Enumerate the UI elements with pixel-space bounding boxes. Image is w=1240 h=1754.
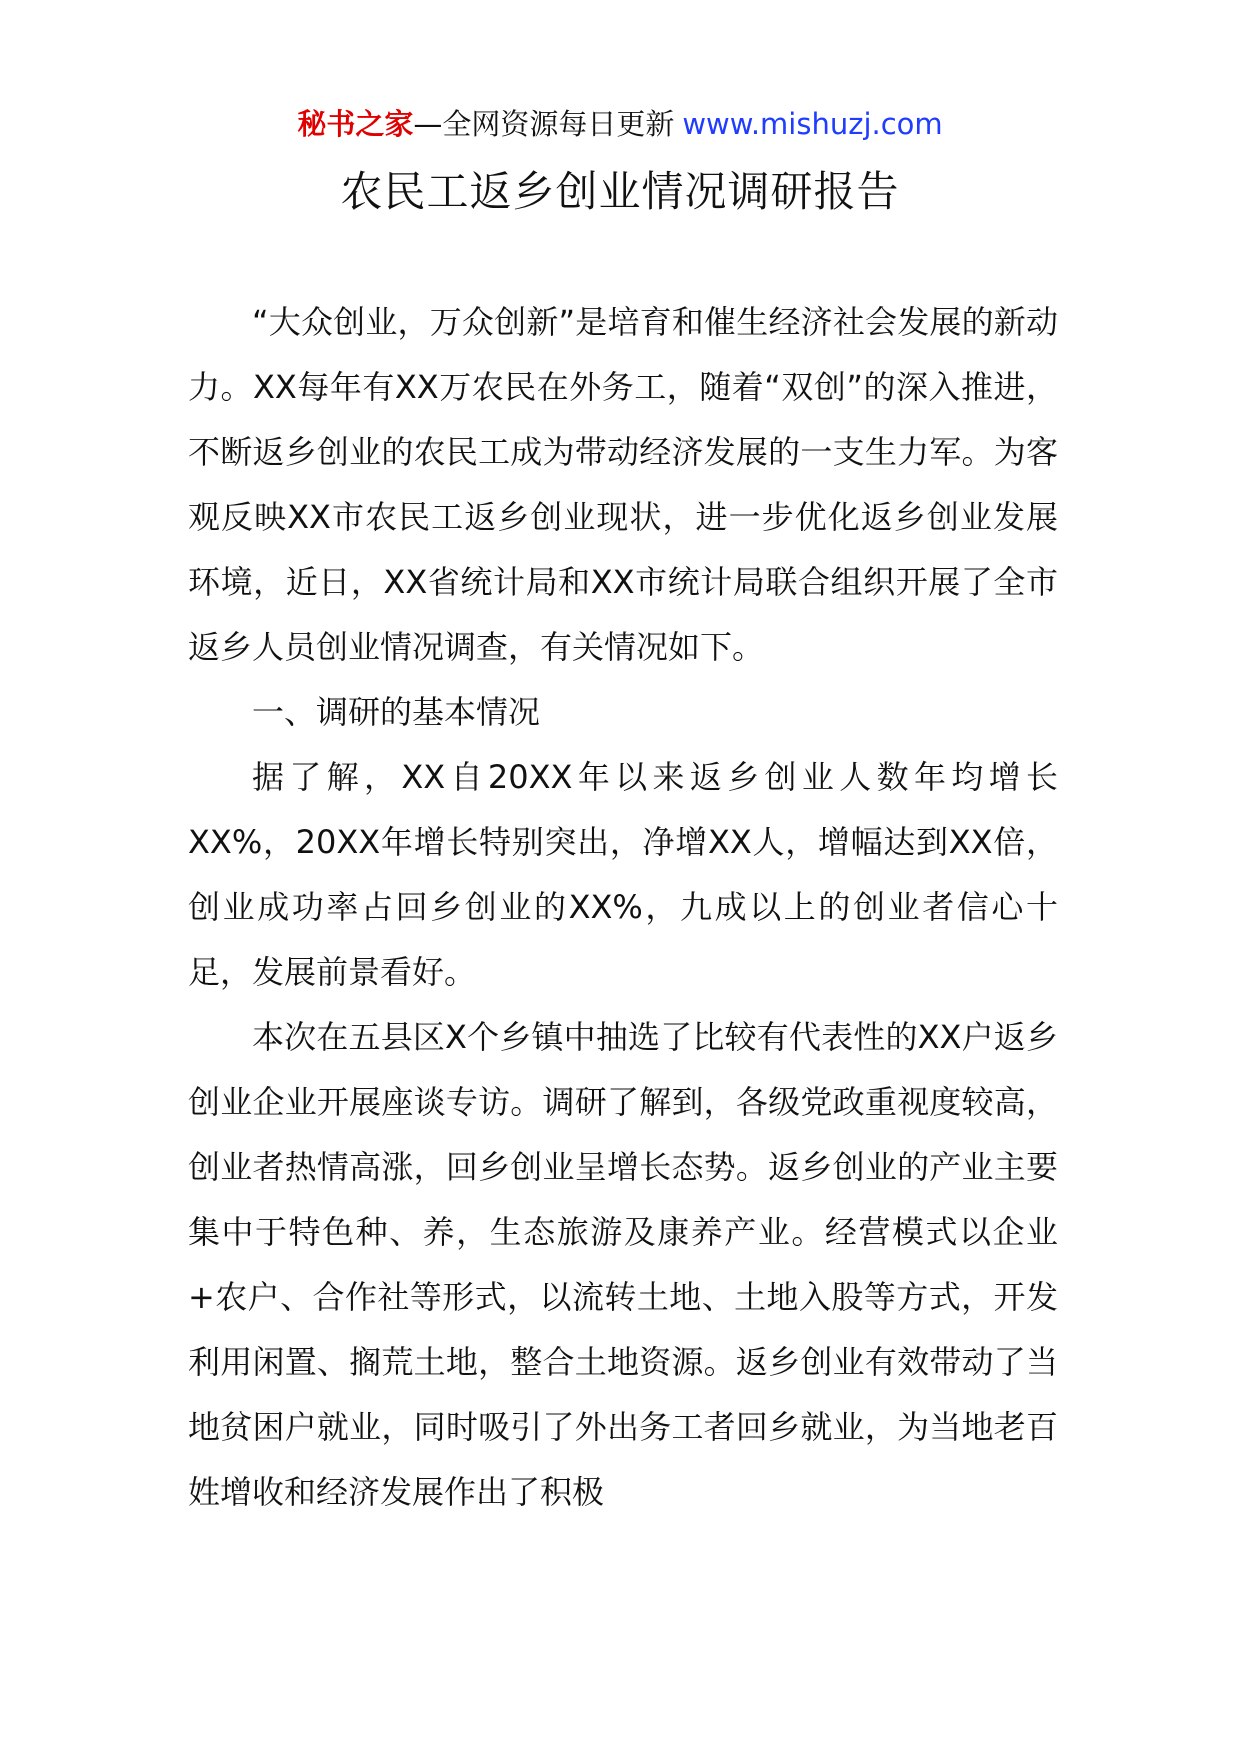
site-header xyxy=(0,102,1240,146)
paragraph-survey: 本次在五县区X个乡镇中抽选了比较有代表性的XX户返乡创业企业开展座谈专访。调研了解到，各级党政重视度较高，创业者热情高涨，回乡创业呈增长态势。返乡创业的产业主要集中于特色种、养，生态旅游及康养产业。经营模式以企业+农户、合作社等形式，以流转土地、土地入股等方式，开发利用闲置、搁荒土地，整合土地资源。返乡创业有效带动了当地贫困户就业，同时吸引了外出务工者回乡就业，为当地老百姓增收和经济发展作出了积极 xyxy=(188,1018,1058,1511)
paragraph-intro: “大众创业，万众创新”是培育和催生经济社会发展的新动力。XX每年有XX万农民在外务工，随着“双创”的深入推进，不断返乡创业的农民工成为带动经济发展的一支生力军。为客观反映XX市农民工返乡创业现状，进一步优化返乡创业发展环境，近日，XX省统计局和XX市统计局联合组织开展了全市返乡人员创业情况调查，有关情况如下。 xyxy=(188,303,1058,666)
site-link[interactable]: www.mishuzj.com xyxy=(682,107,943,141)
section-heading: 一、调研的基本情况 xyxy=(252,693,541,731)
paragraph-growth: 据了解，XX自20XX年以来返乡创业人数年均增长XX%，20XX年增长特别突出，净增XX人，增幅达到XX倍，创业成功率占回乡创业的XX%，九成以上的创业者信心十足，发展前景看好。 xyxy=(188,758,1058,991)
document-title: 农民工返乡创业情况调研报告 xyxy=(340,167,900,216)
header-tagline: —全网资源每日更新 xyxy=(413,107,675,141)
brand-name: 秘书之家 xyxy=(297,107,414,141)
document-body xyxy=(188,290,1058,1525)
